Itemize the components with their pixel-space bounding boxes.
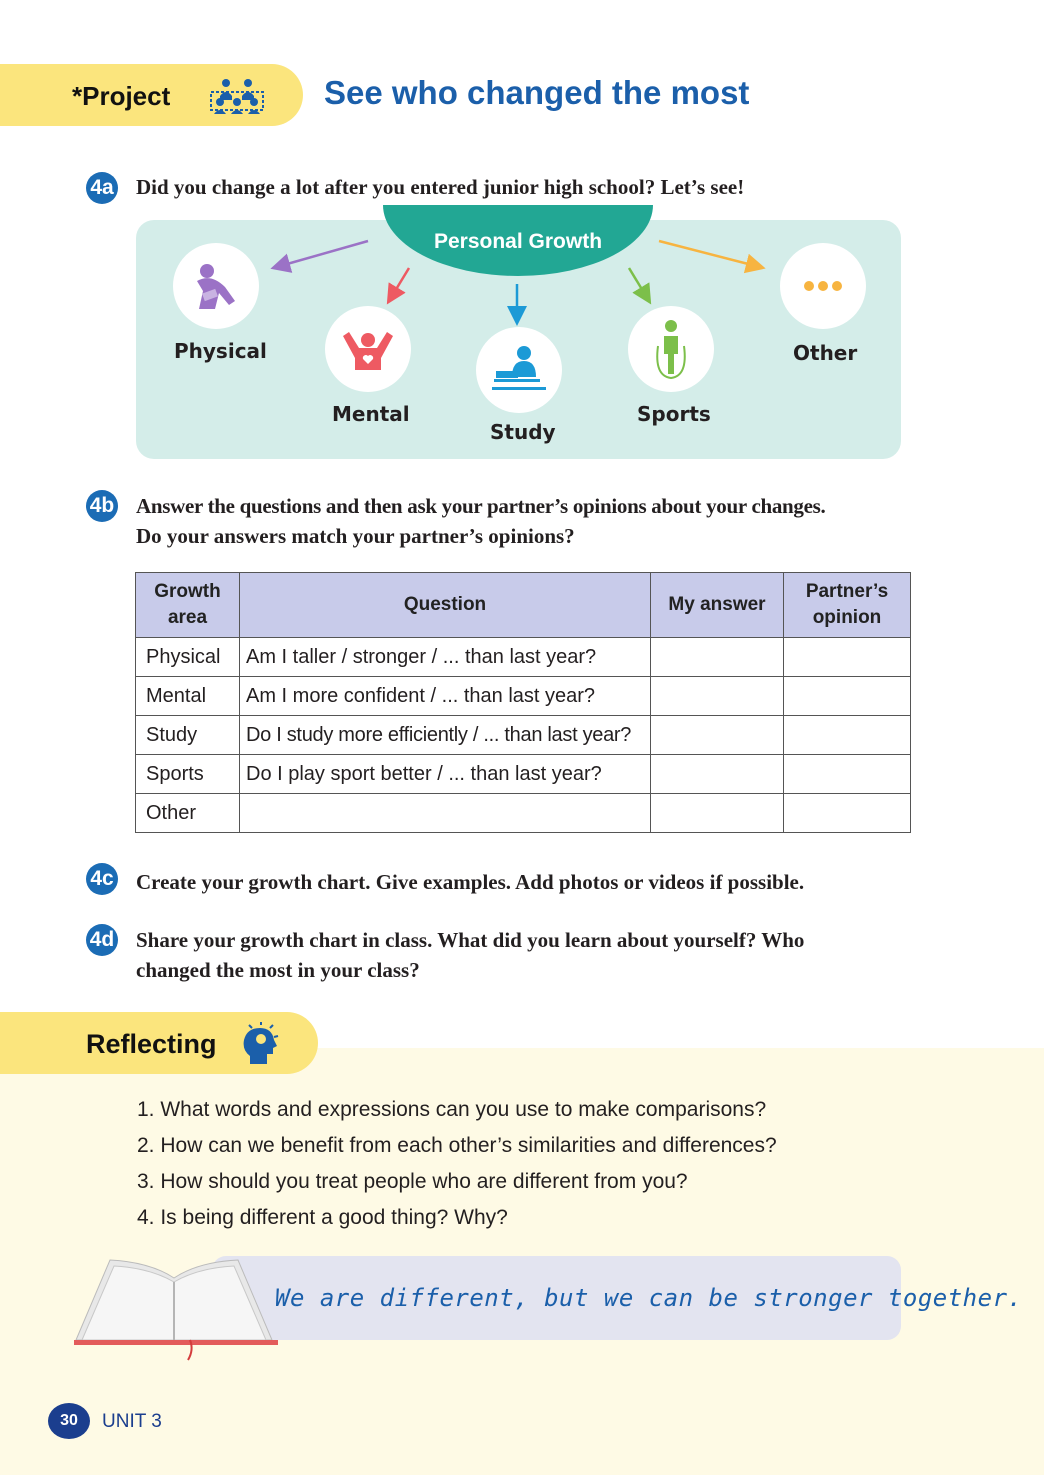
dots-icon: [780, 243, 866, 329]
question-cell: Do I study more efficiently / ... than last year?: [240, 716, 651, 755]
open-book-icon: [72, 1256, 282, 1369]
quote-text: We are different, but we can be stronger together.: [275, 1284, 1023, 1312]
partner-opinion-cell[interactable]: [784, 716, 911, 755]
personal-growth-label: Personal Growth: [433, 230, 603, 253]
header-partner-opinion: Partner’s opinion: [784, 573, 911, 638]
page-title: See who changed the most: [324, 74, 750, 111]
my-answer-cell[interactable]: [651, 716, 784, 755]
physical-circle: [173, 243, 259, 329]
project-label: *Project: [72, 81, 171, 111]
instruction-4a: Did you change a lot after you entered junior high school? Let’s see!: [136, 175, 745, 199]
instruction-4d-line2: changed the most in your class?: [136, 958, 420, 982]
arrow-mental: [392, 268, 409, 296]
study-label: Study: [490, 420, 556, 444]
physical-label: Physical: [174, 339, 267, 363]
arrow-other: [659, 241, 756, 266]
header-question: Question: [240, 573, 651, 638]
partner-opinion-cell[interactable]: [784, 755, 911, 794]
table-row: [136, 794, 911, 833]
area-cell: Sports: [136, 755, 240, 794]
lightbulb-head-icon: [240, 1022, 282, 1071]
partner-opinion-cell[interactable]: [784, 638, 911, 677]
question-cell[interactable]: [240, 794, 651, 833]
cheering-person-icon: [325, 306, 411, 392]
growth-table: [135, 572, 911, 833]
question-cell: Am I more confident / ... than last year?: [240, 677, 651, 716]
partner-opinion-cell[interactable]: [784, 794, 911, 833]
jump-rope-icon: [628, 306, 714, 392]
reflect-question-4: 4. Is being different a good thing? Why?: [137, 1206, 508, 1229]
header-growth-area: Growth area: [136, 573, 240, 638]
arrow-sports: [629, 268, 646, 296]
area-cell: Physical: [136, 638, 240, 677]
step-badge-4c: 4c: [86, 863, 118, 895]
reflect-question-1: 1. What words and expressions can you use to make comparisons?: [137, 1098, 767, 1121]
reflect-question-2: 2. How can we benefit from each other’s similarities and differences?: [137, 1134, 777, 1157]
table-row: [136, 677, 911, 716]
partner-opinion-cell[interactable]: [784, 677, 911, 716]
student-desk-icon: [476, 327, 562, 413]
study-circle: [476, 327, 562, 413]
question-cell: Do I play sport better / ... than last year?: [240, 755, 651, 794]
sports-label: Sports: [637, 402, 711, 426]
table-row: [136, 638, 911, 677]
area-cell: Mental: [136, 677, 240, 716]
step-badge-4b: 4b: [86, 490, 118, 522]
unit-label: UNIT 3: [102, 1411, 162, 1432]
reflecting-title: Reflecting: [86, 1029, 217, 1059]
instruction-4c: Create your growth chart. Give examples. Add photos or videos if possible.: [136, 870, 805, 894]
arrow-physical: [280, 241, 368, 266]
page-number: 30: [48, 1403, 90, 1439]
table-row: [136, 755, 911, 794]
reflect-question-3: 3. How should you treat people who are different from you?: [137, 1170, 688, 1193]
sports-circle: [628, 306, 714, 392]
other-label: Other: [793, 341, 858, 365]
measuring-person-icon: [173, 243, 259, 329]
my-answer-cell[interactable]: [651, 677, 784, 716]
instruction-4b-line1: Answer the questions and then ask your partner’s opinions about your changes.: [136, 494, 826, 518]
instruction-4d-line1: Share your growth chart in class. What did you learn about yourself? Who: [136, 928, 805, 952]
my-answer-cell[interactable]: [651, 794, 784, 833]
question-cell: Am I taller / stronger / ... than last year?: [240, 638, 651, 677]
my-answer-cell[interactable]: [651, 755, 784, 794]
instruction-4b-line2: Do your answers match your partner’s opinions?: [136, 524, 575, 548]
mental-circle: [325, 306, 411, 392]
my-answer-cell[interactable]: [651, 638, 784, 677]
mental-label: Mental: [332, 402, 410, 426]
step-badge-4d: 4d: [86, 924, 118, 956]
area-cell: Other: [136, 794, 240, 833]
area-cell: Study: [136, 716, 240, 755]
other-circle: [780, 243, 866, 329]
header-my-answer: My answer: [651, 573, 784, 638]
table-row: [136, 716, 911, 755]
step-badge-4a: 4a: [86, 172, 118, 204]
